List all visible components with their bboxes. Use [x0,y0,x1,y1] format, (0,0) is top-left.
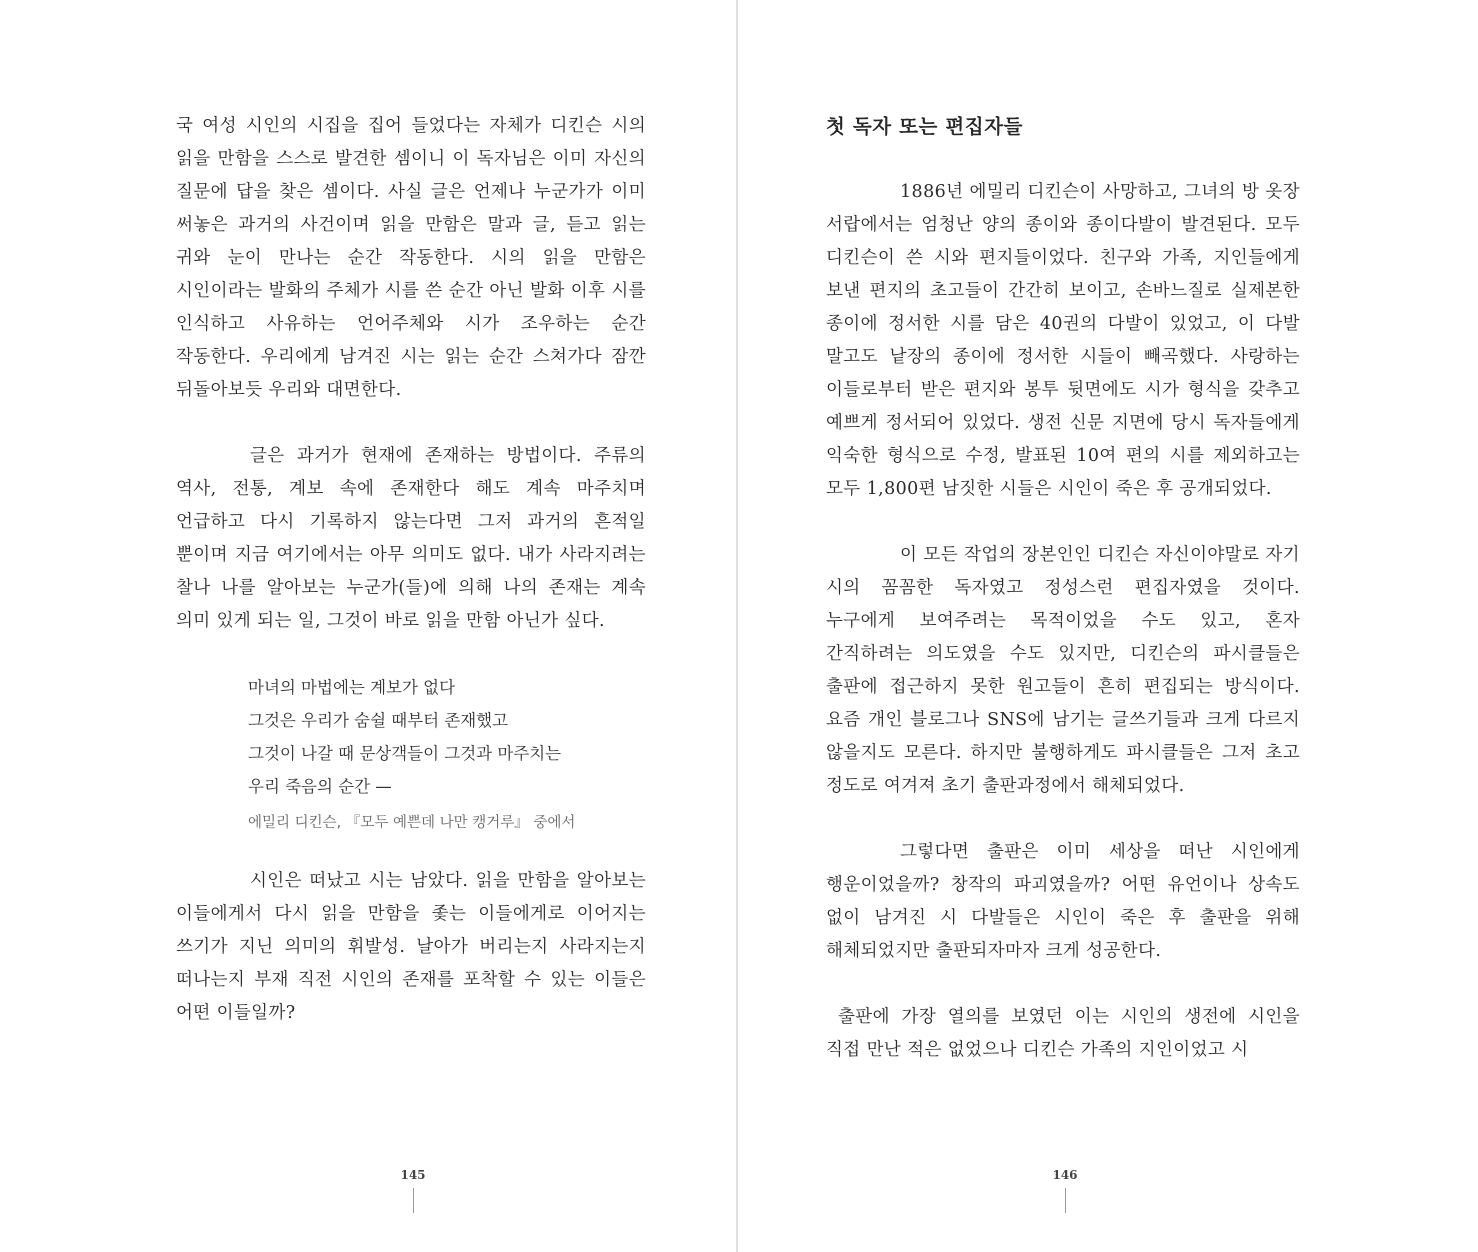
paragraph: 이 모든 작업의 장본인인 디킨슨 자신이야말로 자기 시의 꼼꼼한 독자였고 정성스런 편집자였을 것이다. 누구에게 보여주려는 목적이었을 수도 있고, 혼자 간직하려는 의도였을 수도 있지만, 디킨슨의 파시클들은 출판에 접근하지 못한 원고들이 흔히 편집되는 방식이다. 요즘 개인 블로그나 SNS에 남기는 글쓰기들과 크게 다르지 않을지도 모른다. 하지만 불행하게도 파시클들은 그저 초고 정도로 여겨져 초기 출판과정에서 해체되었다. [826,545,1300,796]
poem-line: 마녀의 마법에는 계보가 없다 [248,678,456,697]
page-number: 146 [1052,1168,1078,1182]
poem-line: 우리 죽음의 순간 — [248,777,392,796]
left-page [0,0,737,1252]
right-page-body [826,110,1300,1067]
section-heading: 첫 독자 또는 편집자들 [826,115,1024,138]
page-marker-line [413,1188,414,1213]
poem-line: 그것이 나갈 때 문상객들이 그것과 마주치는 [248,744,562,763]
poem-source: 에밀리 디킨슨, 『모두 예쁜데 나만 캥거루』 중에서 [248,815,576,831]
paragraph: 1886년 에밀리 디킨슨이 사망하고, 그녀의 방 옷장 서랍에서는 엄청난 양의 종이와 종이다발이 발견된다. 모두 디킨슨이 쓴 시와 편지들이었다. 친구와 가족, 지인들에게 보낸 편지의 초고들이 간간히 보이고, 손바느질로 실제본한 종이에 정서한 시를 담은 40권의 다발이 있었고, 이 다발 말고도 낱장의 종이에 정서한 시들이 빼곡했다. 사랑하는 이들로부터 받은 편지와 봉투 뒷면에도 시가 형식을 갖추고 예쁘게 정서되어 있었다. 생전 신문 지면에 당시 독자들에게 익숙한 형식으로 수정, 발표된 10여 편의 시를 제외하고는 모두 1,800편 남짓한 시들은 시인이 죽은 후 공개되었다. [826,182,1300,499]
paragraph: 글은 과거가 현재에 존재하는 방법이다. 주류의 역사, 전통, 계보 속에 존재한다 해도 계속 마주치며 언급하고 다시 기록하지 않는다면 그저 과거의 흔적일 뿐이며 지금 여기에서는 아무 의미도 없다. 내가 사라지려는 찰나 나를 알아보는 누군가(들)에 의해 나의 존재는 계속 의미 있게 되는 일, 그것이 바로 읽을 만함 아닌가 싶다. [176,446,646,631]
paragraph: 그렇다면 출판은 이미 세상을 떠난 시인에게 행운이었을까? 창작의 파괴였을까? 어떤 유언이나 상속도 없이 남겨진 시 다발들은 시인이 죽은 후 출판을 위해 해체되었지만 출판되자마자 크게 성공한다. [826,842,1300,961]
poem-quote [248,671,646,843]
left-page-body [176,110,646,1030]
page-number: 145 [400,1168,426,1182]
paragraph: 시인은 떠났고 시는 남았다. 읽을 만함을 알아보는 이들에게서 다시 읽을 만함을 좇는 이들에게로 이어지는 쓰기가 지닌 의미의 휘발성. 날아가 버리는지 사라지는지 떠나는지 부재 직전 시인의 존재를 포착할 수 있는 이들은 어떤 이들일까? [176,871,646,1023]
right-page [738,0,1478,1252]
paragraph: 국 여성 시인의 시집을 집어 들었다는 자체가 디킨슨 시의 읽을 만함을 스스로 발견한 셈이니 이 독자님은 이미 자신의 질문에 답을 찾은 셈이다. 사실 글은 언제나 누군가가 이미 써놓은 과거의 사건이며 읽을 만함은 말과 글, 듣고 읽는 귀와 눈이 만나는 순간 작동한다. 시의 읽을 만함은 시인이라는 발화의 주체가 시를 쓴 순간 아닌 발화 이후 시를 인식하고 사유하는 언어주체와 시가 조우하는 순간 작동한다. 우리에게 남겨진 시는 읽는 순간 스쳐가다 잠깐 뒤돌아보듯 우리와 대면한다. [176,116,646,400]
paragraph: 출판에 가장 열의를 보였던 이는 시인의 생전에 시인을 직접 만난 적은 없었으나 디킨슨 가족의 지인이었고 시 [826,1007,1300,1060]
page-marker-line [1065,1188,1066,1213]
poem-line: 그것은 우리가 숨쉴 때부터 존재했고 [248,711,509,730]
